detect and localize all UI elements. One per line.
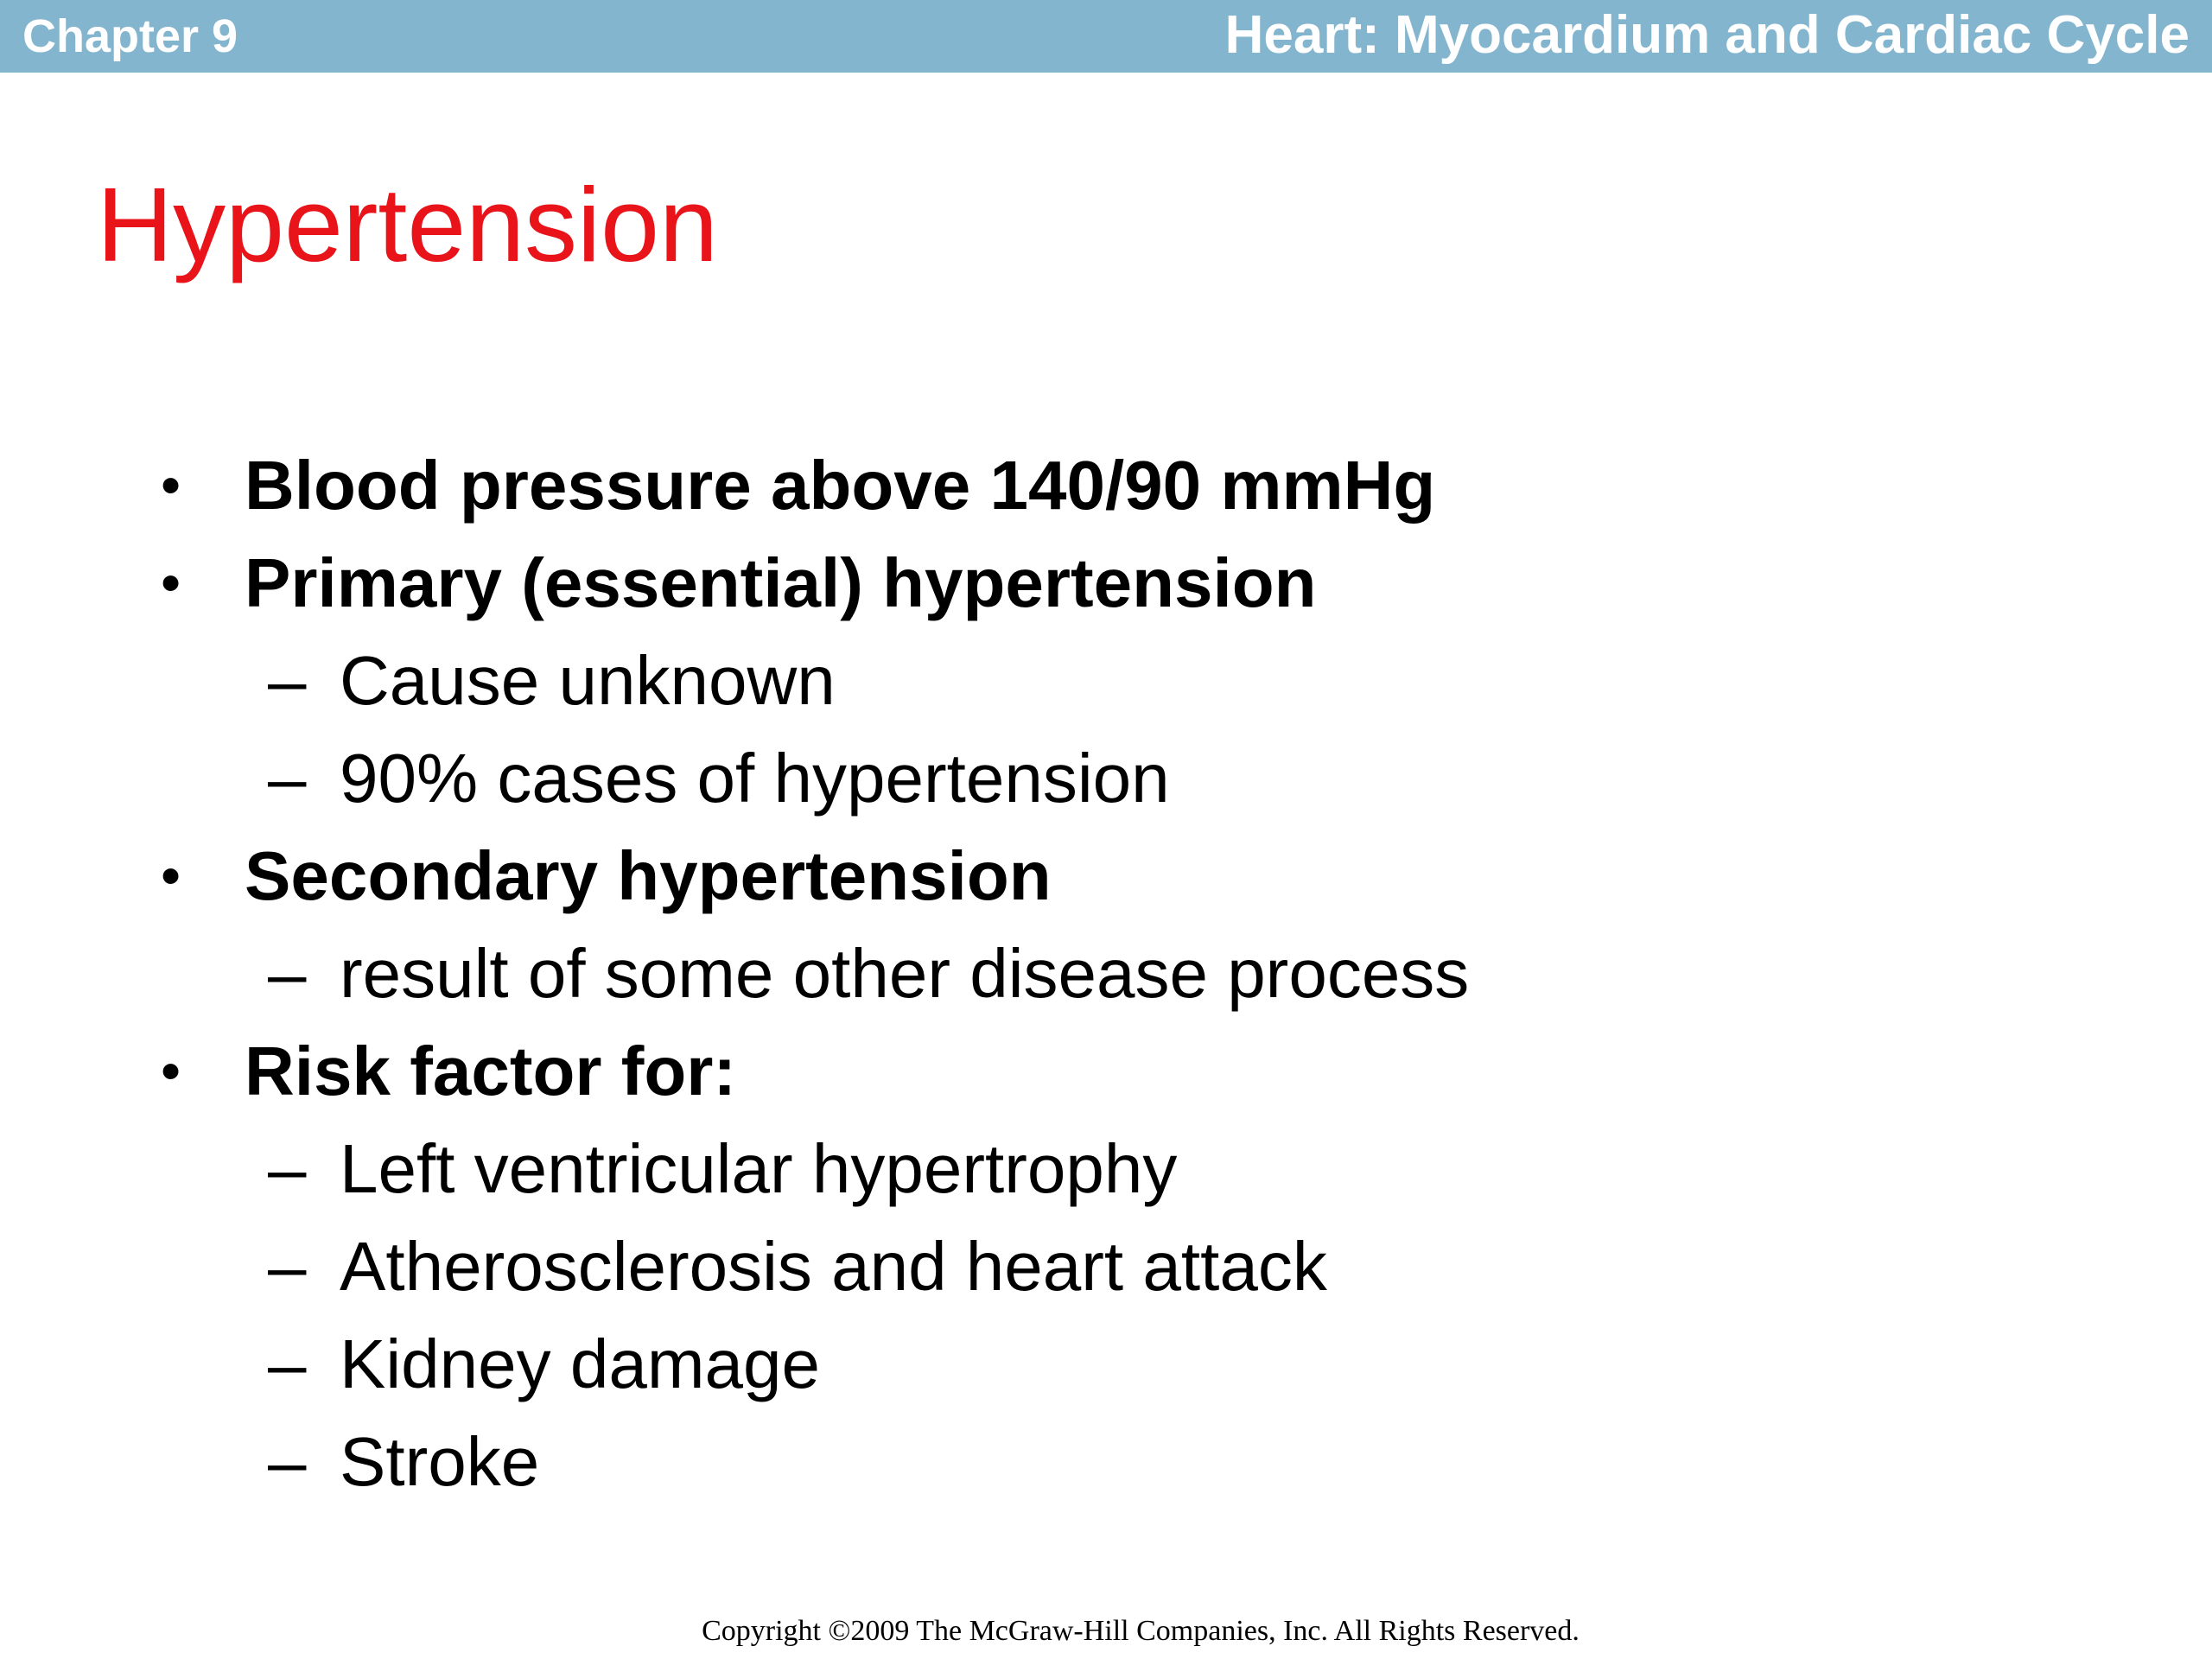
- bullet-item: [0, 1022, 2212, 1120]
- bullet-marker: •: [161, 843, 181, 907]
- dash-marker: –: [268, 935, 307, 1012]
- sub-bullet-text: Kidney damage: [340, 1325, 820, 1402]
- bullet-text: Secondary hypertension: [245, 837, 1052, 914]
- bullet-item: [0, 534, 2212, 632]
- sub-bullet-text: Left ventricular hypertrophy: [340, 1130, 1178, 1207]
- bullet-text: Primary (essential) hypertension: [245, 544, 1317, 621]
- copyright-notice: Copyright ©2009 The McGraw-Hill Companies, Inc. All Rights Reserved.: [702, 1615, 1580, 1647]
- chapter-title: Heart: Myocardium and Cardiac Cycle: [1224, 5, 2190, 65]
- sub-bullet-text: 90% cases of hypertension: [340, 740, 1170, 817]
- bullet-item: [0, 827, 2212, 925]
- sub-bullet-text: Stroke: [340, 1423, 540, 1500]
- sub-bullet-text: Cause unknown: [340, 642, 836, 719]
- sub-bullet-item: [0, 1120, 2212, 1217]
- sub-bullet-item: [0, 729, 2212, 827]
- sub-bullet-text: Atherosclerosis and heart attack: [340, 1228, 1327, 1305]
- slide-title: Hypertension: [97, 166, 718, 283]
- dash-marker: –: [268, 1130, 307, 1207]
- bullet-list: [0, 436, 2212, 1510]
- bullet-marker: •: [161, 550, 181, 614]
- sub-bullet-text: result of some other disease process: [340, 935, 1470, 1012]
- sub-bullet-item: [0, 1217, 2212, 1315]
- bullet-text: Blood pressure above 140/90 mmHg: [245, 447, 1436, 524]
- dash-marker: –: [268, 642, 307, 719]
- dash-marker: –: [268, 1228, 307, 1305]
- dash-marker: –: [268, 1423, 307, 1500]
- sub-bullet-item: [0, 925, 2212, 1022]
- bullet-item: [0, 436, 2212, 534]
- dash-marker: –: [268, 1325, 307, 1402]
- header-bar: [0, 0, 2212, 73]
- sub-bullet-item: [0, 1315, 2212, 1413]
- bullet-marker: •: [161, 1039, 181, 1103]
- bullet-text: Risk factor for:: [245, 1033, 736, 1109]
- bullet-marker: •: [161, 453, 181, 517]
- sub-bullet-item: [0, 1413, 2212, 1510]
- sub-bullet-item: [0, 632, 2212, 729]
- chapter-label: Chapter 9: [22, 10, 238, 62]
- dash-marker: –: [268, 740, 307, 817]
